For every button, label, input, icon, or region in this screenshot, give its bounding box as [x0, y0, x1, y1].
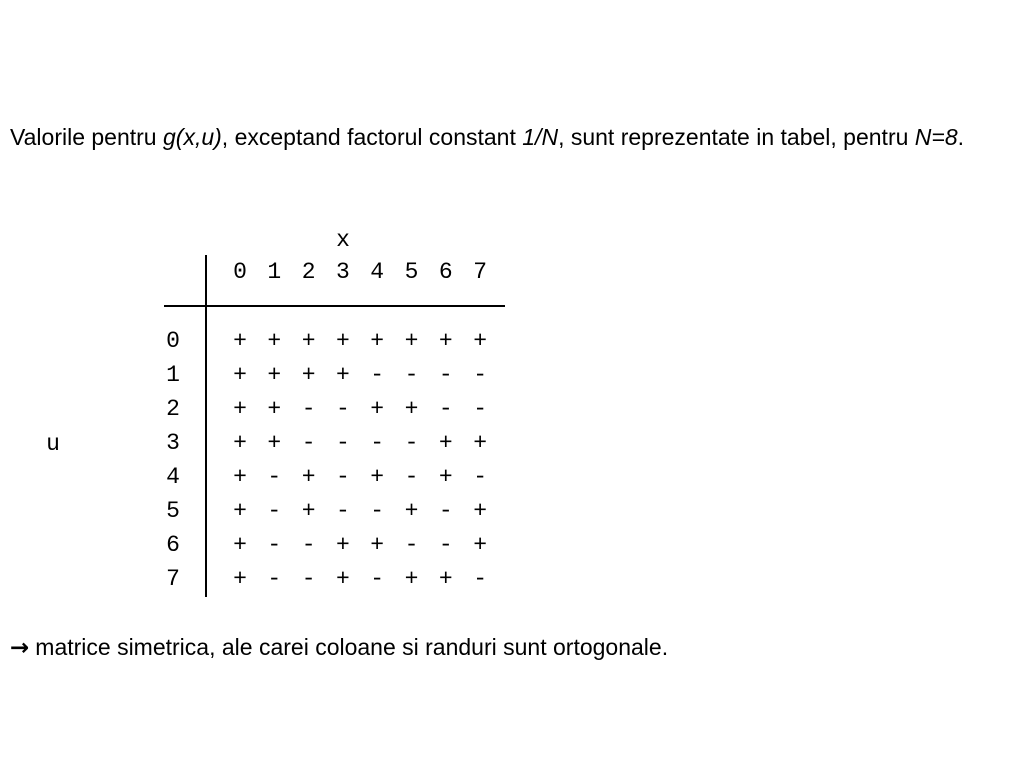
- sign-cell: +: [473, 430, 487, 456]
- sign-cell: -: [267, 498, 282, 524]
- sign-cell: -: [370, 362, 385, 388]
- sign-cell: +: [438, 566, 453, 592]
- column-header: 2: [301, 259, 316, 285]
- sign-cell: -: [438, 396, 453, 422]
- x-axis-label: x: [336, 227, 350, 253]
- row-header: 2: [166, 396, 180, 422]
- sign-cell: +: [370, 532, 385, 558]
- sign-cell: +: [233, 328, 247, 354]
- sign-cell: +: [233, 532, 247, 558]
- sign-cell: +: [267, 362, 282, 388]
- row-header: 7: [166, 566, 180, 592]
- sign-cell: +: [233, 362, 247, 388]
- column-header: 4: [370, 259, 385, 285]
- sign-cell: +: [301, 498, 316, 524]
- sign-cell: -: [335, 498, 350, 524]
- sign-cell: +: [335, 532, 350, 558]
- sign-cell: -: [438, 498, 453, 524]
- sign-cell: +: [404, 328, 419, 354]
- sign-cell: +: [335, 328, 350, 354]
- function-name: g(x,u): [163, 124, 222, 150]
- intro-text-2: , exceptand factorul constant: [221, 124, 523, 150]
- sign-cell: -: [301, 430, 316, 456]
- sign-cell: +: [233, 396, 247, 422]
- table-horizontal-divider: [164, 305, 505, 307]
- intro-text-4: .: [957, 124, 965, 150]
- sign-cell: +: [301, 464, 316, 490]
- conclusion-line: [10, 631, 668, 664]
- sign-cell: +: [404, 566, 419, 592]
- right-arrow-icon: →: [10, 635, 30, 661]
- n-value: N=8: [914, 124, 958, 150]
- sign-cell: +: [370, 464, 385, 490]
- row-header: 0: [166, 328, 180, 354]
- sign-cell: -: [473, 362, 487, 388]
- sign-cell: -: [404, 362, 419, 388]
- sign-cell: +: [473, 498, 487, 524]
- row-header: 6: [166, 532, 180, 558]
- row-header: 3: [166, 430, 180, 456]
- sign-cell: -: [267, 464, 282, 490]
- row-header: 5: [166, 498, 180, 524]
- sign-cell: -: [370, 498, 385, 524]
- sign-cell: +: [267, 328, 282, 354]
- column-header: 5: [404, 259, 419, 285]
- sign-cell: +: [370, 328, 385, 354]
- sign-cell: +: [438, 430, 453, 456]
- sign-cell: -: [473, 464, 487, 490]
- sign-cell: +: [438, 464, 453, 490]
- sign-cell: +: [233, 566, 247, 592]
- sign-cell: -: [370, 566, 385, 592]
- row-header: 1: [166, 362, 180, 388]
- sign-cell: -: [301, 566, 316, 592]
- column-header: 7: [473, 259, 487, 285]
- column-header: 3: [335, 259, 350, 285]
- sign-cell: -: [438, 532, 453, 558]
- sign-cell: +: [233, 430, 247, 456]
- sign-cell: +: [267, 396, 282, 422]
- sign-cell: +: [301, 328, 316, 354]
- sign-cell: +: [233, 464, 247, 490]
- sign-cell: -: [301, 532, 316, 558]
- sign-cell: -: [473, 566, 487, 592]
- sign-cell: -: [335, 464, 350, 490]
- sign-cell: -: [301, 396, 316, 422]
- column-header: 1: [267, 259, 282, 285]
- sign-cell: +: [335, 362, 350, 388]
- sign-cell: +: [404, 396, 419, 422]
- sign-cell: +: [438, 328, 453, 354]
- intro-text-1: Valorile pentru: [10, 124, 163, 150]
- sign-cell: +: [473, 532, 487, 558]
- sign-cell: -: [404, 464, 419, 490]
- u-axis-label: u: [46, 431, 60, 457]
- constant-factor: 1/N: [522, 124, 559, 150]
- column-header: 6: [438, 259, 453, 285]
- sign-cell: -: [267, 566, 282, 592]
- intro-text-3: , sunt reprezentate in tabel, pentru: [558, 124, 915, 150]
- sign-cell: -: [404, 532, 419, 558]
- sign-cell: -: [404, 430, 419, 456]
- sign-cell: +: [335, 566, 350, 592]
- sign-cell: -: [335, 396, 350, 422]
- sign-cell: +: [233, 498, 247, 524]
- sign-cell: +: [267, 430, 282, 456]
- conclusion-text: matrice simetrica, ale carei coloane si randuri sunt ortogonale.: [35, 634, 669, 660]
- sign-cell: -: [267, 532, 282, 558]
- column-header: 0: [233, 259, 247, 285]
- sign-cell: +: [370, 396, 385, 422]
- row-header: 4: [166, 464, 180, 490]
- sign-cell: +: [473, 328, 487, 354]
- sign-cell: -: [438, 362, 453, 388]
- sign-cell: +: [404, 498, 419, 524]
- sign-cell: -: [370, 430, 385, 456]
- sign-cell: +: [301, 362, 316, 388]
- sign-cell: -: [473, 396, 487, 422]
- sign-cell: -: [335, 430, 350, 456]
